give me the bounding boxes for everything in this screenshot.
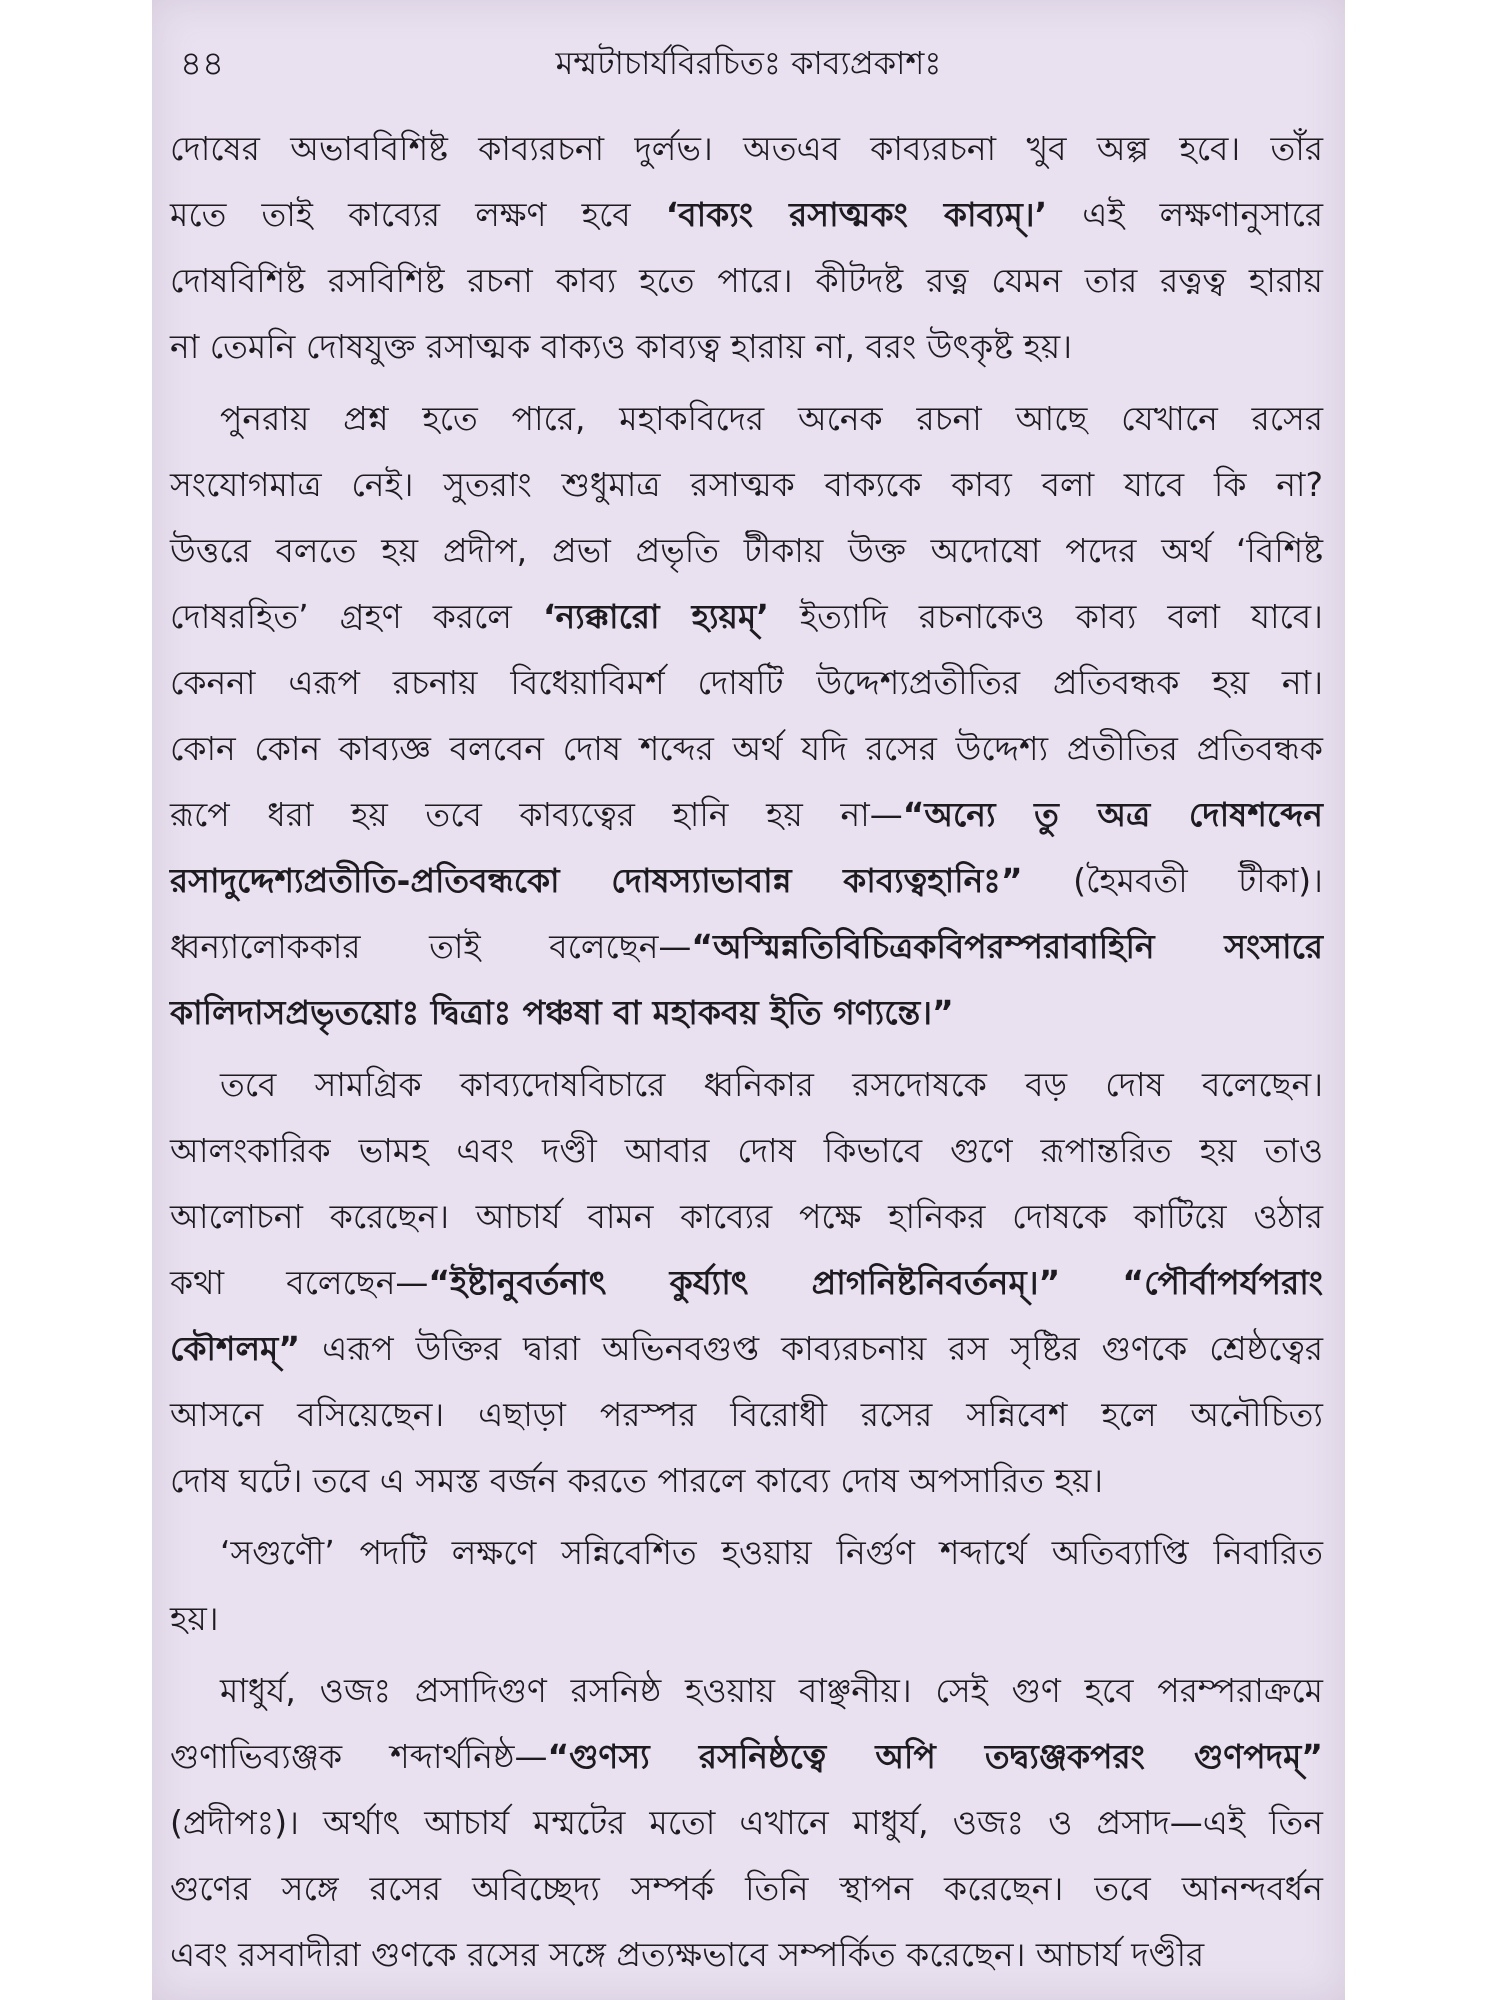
text-line	[152, 1316, 1345, 1382]
text-run: তবে সামগ্রিক কাব্যদোষবিচারে ধ্বনিকার রসদোষকে বড় দোষ বলেছেন।	[220, 1065, 1323, 1104]
text-line	[152, 782, 1345, 848]
text-line	[152, 182, 1345, 248]
text-run: মতে তাই কাব্যের লক্ষণ হবে	[170, 195, 666, 234]
text-line	[152, 1790, 1345, 1856]
text-run: মাধুর্য, ওজঃ প্রসাদিগুণ রসনিষ্ঠ হওয়ায় বাঞ্ছনীয়। সেই গুণ হবে পরম্পরাক্রমে	[220, 1671, 1323, 1710]
text-run: এরূপ উক্তির দ্বারা অভিনবগুপ্ত কাব্যরচনায় রস সৃষ্টির গুণকে শ্রেষ্ঠত্বের	[300, 1329, 1323, 1368]
text-run: কথা বলেছেন—	[170, 1263, 429, 1302]
page-header	[152, 38, 1345, 98]
book-page	[152, 0, 1345, 2000]
text-line	[152, 1382, 1345, 1448]
text-run: কেননা এরূপ রচনায় বিধেয়াবিমর্শ দোষটি উদ্দেশ্যপ্রতীতির প্রতিবন্ধক হয় না।	[170, 663, 1323, 702]
paragraph	[152, 1052, 1345, 1514]
text-run: কোন কোন কাব্যজ্ঞ বলবেন দোষ শব্দের অর্থ যদি রসের উদ্দেশ্য প্রতীতির প্রতিবন্ধক	[170, 729, 1323, 768]
text-run: ধ্বন্যালোককার তাই বলেছেন—	[170, 927, 692, 966]
paragraph	[152, 1658, 1345, 1988]
text-line	[152, 1184, 1345, 1250]
text-line	[152, 1724, 1345, 1790]
text-run: সংযোগমাত্র নেই। সুতরাং শুধুমাত্র রসাত্মক বাক্যকে কাব্য বলা যাবে কি না?	[170, 465, 1323, 504]
text-run	[1060, 1263, 1122, 1302]
text-line	[152, 584, 1345, 650]
text-run: এবং রসবাদীরা গুণকে রসের সঙ্গে প্রত্যক্ষভাবে সম্পর্কিত করেছেন। আচার্য দণ্ডীর	[170, 1935, 1205, 1974]
bold-quotation: কৌশলম্”	[170, 1329, 301, 1368]
paragraph	[152, 116, 1345, 380]
text-run: দোষরহিত’ গ্রহণ করলে	[170, 597, 543, 636]
running-title: মম্মটাচার্যবিরচিতঃ কাব্যপ্রকাশঃ	[555, 44, 942, 82]
bold-quotation: “অন্যে তু অত্র দোষশব্দেন	[902, 795, 1323, 834]
text-line	[152, 1856, 1345, 1922]
text-line	[152, 716, 1345, 782]
text-line	[152, 314, 1345, 380]
text-run: দোষবিশিষ্ট রসবিশিষ্ট রচনা কাব্য হতে পারে। কীটদষ্ট রত্ন যেমন তার রত্নত্ব হারায়	[170, 261, 1323, 300]
text-run: গুণাভিব্যঞ্জক শব্দার্থনিষ্ঠ—	[170, 1737, 548, 1776]
text-line	[152, 452, 1345, 518]
text-line	[152, 1922, 1345, 1988]
text-line	[152, 980, 1345, 1046]
bold-quotation: “গুণস্য রসনিষ্ঠত্বে অপি তদ্ব্যঞ্জকপরং গুণপদম্”	[547, 1737, 1323, 1776]
text-line	[152, 1448, 1345, 1514]
text-run: ‘সগুণৌ’ পদটি লক্ষণে সন্নিবেশিত হওয়ায় নির্গুণ শব্দার্থে অতিব্যাপ্তি নিবারিত	[220, 1533, 1323, 1572]
bold-quotation: “ইষ্টানুবর্তনাৎ কুর্য্যাৎ প্রাগনিষ্টনিবর্তনম্।”	[428, 1263, 1061, 1302]
text-run: আলংকারিক ভামহ এবং দণ্ডী আবার দোষ কিভাবে গুণে রূপান্তরিত হয় তাও	[170, 1131, 1323, 1170]
bold-quotation: “পৌর্বাপর্যপরাং	[1122, 1263, 1323, 1302]
text-line	[152, 116, 1345, 182]
text-line	[152, 650, 1345, 716]
text-run: দোষের অভাববিশিষ্ট কাব্যরচনা দুর্লভ। অতএব কাব্যরচনা খুব অল্প হবে। তাঁর	[170, 129, 1323, 168]
text-run: আসনে বসিয়েছেন। এছাড়া পরস্পর বিরোধী রসের সন্নিবেশ হলে অনৌচিত্য	[170, 1395, 1323, 1434]
text-run: (প্রদীপঃ)। অর্থাৎ আচার্য মম্মটের মতো এখানে মাধুর্য, ওজঃ ও প্রসাদ—এই তিন	[170, 1803, 1323, 1842]
text-line	[152, 1118, 1345, 1184]
text-run: এই লক্ষণানুসারে	[1047, 195, 1323, 234]
paragraph	[152, 1520, 1345, 1652]
bold-quotation: কালিদাসপ্রভৃতয়োঃ দ্বিত্রাঃ পঞ্চষা বা মহাকবয় ইতি গণ্যন্তে।”	[170, 993, 954, 1032]
text-line	[152, 248, 1345, 314]
body-text	[152, 116, 1345, 1986]
text-run: না তেমনি দোষযুক্ত রসাত্মক বাক্যও কাব্যত্ব হারায় না, বরং উৎকৃষ্ট হয়।	[170, 327, 1073, 366]
text-run: হয়।	[170, 1599, 219, 1638]
text-run: গুণের সঙ্গে রসের অবিচ্ছেদ্য সম্পর্ক তিনি স্থাপন করেছেন। তবে আনন্দবর্ধন	[170, 1869, 1323, 1908]
text-line	[152, 1586, 1345, 1652]
text-line	[152, 1658, 1345, 1724]
bold-quotation: রসাদুদ্দেশ্যপ্রতীতি-প্রতিবন্ধকো দোষস্যাভাবান্ন কাব্যত্বহানিঃ”	[170, 861, 1023, 900]
text-run: উত্তরে বলতে হয় প্রদীপ, প্রভা প্রভৃতি টীকায় উক্ত অদোষো পদের অর্থ ‘বিশিষ্ট	[170, 531, 1323, 570]
page-number: ৪৪	[180, 44, 225, 84]
text-line	[152, 1520, 1345, 1586]
text-line	[152, 386, 1345, 452]
text-line	[152, 914, 1345, 980]
text-line	[152, 848, 1345, 914]
bold-quotation: “অস্মিন্নতিবিচিত্রকবিপরম্পরাবাহিনি সংসারে	[691, 927, 1323, 966]
text-line	[152, 1052, 1345, 1118]
text-run: (হৈমবতী টীকা)।	[1022, 861, 1323, 900]
text-line	[152, 518, 1345, 584]
text-line	[152, 1250, 1345, 1316]
paragraph	[152, 386, 1345, 1046]
text-run: ইত্যাদি রচনাকেও কাব্য বলা যাবে।	[768, 597, 1323, 636]
bold-quotation: ‘বাক্যং রসাত্মকং কাব্যম্।’	[665, 195, 1048, 234]
text-run: রূপে ধরা হয় তবে কাব্যত্বের হানি হয় না—	[170, 795, 903, 834]
text-run: পুনরায় প্রশ্ন হতে পারে, মহাকবিদের অনেক রচনা আছে যেখানে রসের	[220, 399, 1323, 438]
text-run: দোষ ঘটে। তবে এ সমস্ত বর্জন করতে পারলে কাব্যে দোষ অপসারিত হয়।	[170, 1461, 1104, 1500]
bold-quotation: ‘ন্যক্কারো হ্যয়ম্’	[542, 597, 769, 636]
text-run: আলোচনা করেছেন। আচার্য বামন কাব্যের পক্ষে হানিকর দোষকে কাটিয়ে ওঠার	[170, 1197, 1323, 1236]
